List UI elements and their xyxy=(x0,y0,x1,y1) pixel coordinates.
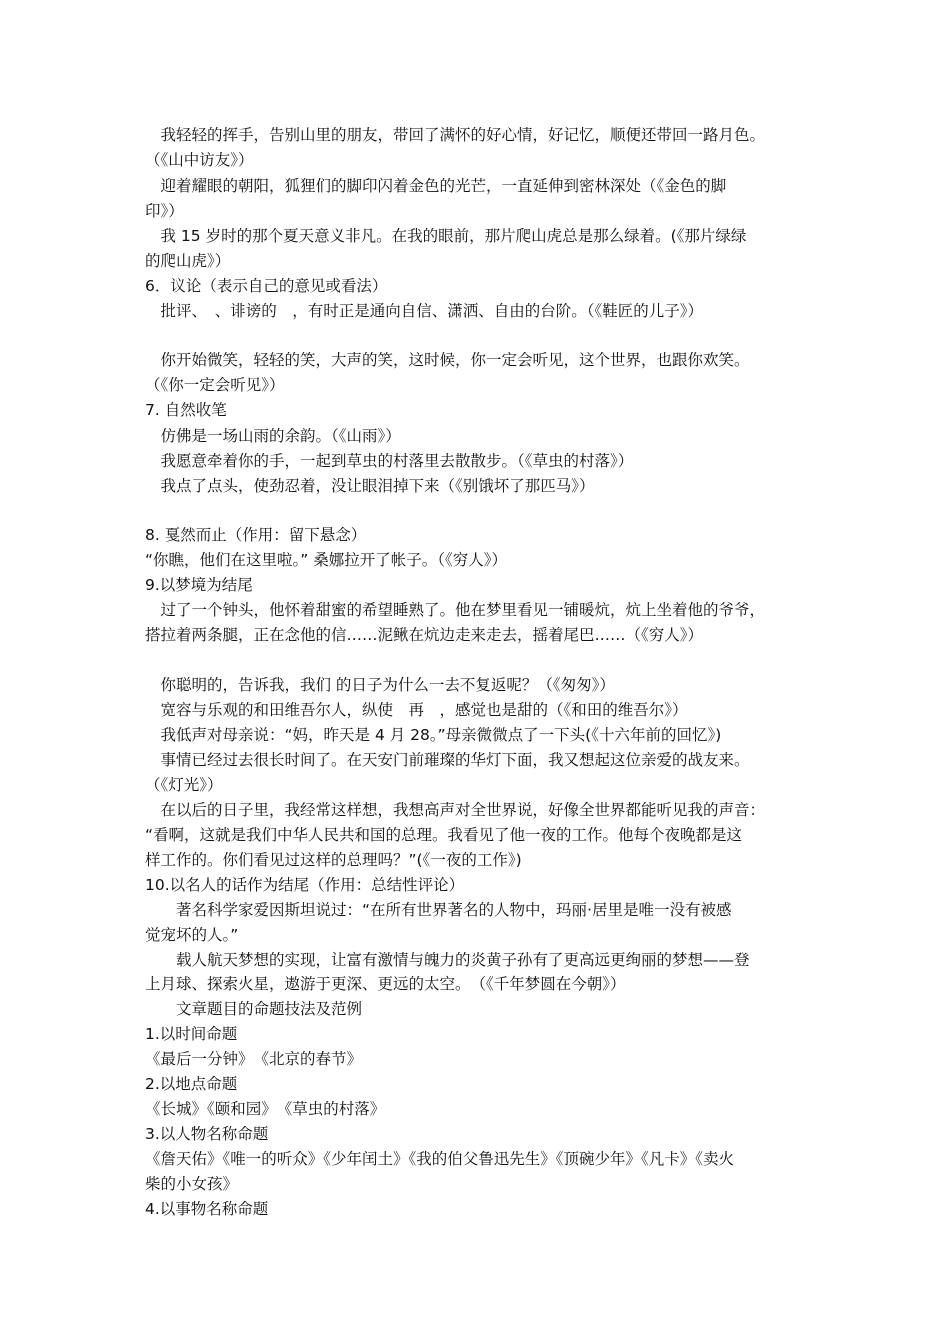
text-line: 我愿意牵着你的手，一起到草虫的村落里去散散步。（《草虫的村落》） xyxy=(145,452,634,470)
text-line: 在以后的日子里，我经常这样想，我想高声对全世界说，好像全世界都能听见我的声音： xyxy=(145,801,766,819)
text-line: 《最后一分钟》 《北京的春节》 xyxy=(145,1050,363,1068)
text-line: 我轻轻的挥手，告别山里的朋友，带回了满怀的好心情，好记忆，顺便还带回一路月色。 xyxy=(145,126,766,144)
text-line: 迎着耀眼的朝阳，狐狸们的脚印闪着金色的光芒，一直延伸到密林深处（《金色的脚 xyxy=(145,177,727,195)
section-heading: 2.以地点命题 xyxy=(145,1075,238,1093)
section-heading: 文章题目的命题技法及范例 xyxy=(145,1000,363,1018)
section-heading: 6．议论（表示自己的意见或看法） xyxy=(145,277,388,295)
text-line: 著名科学家爱因斯坦说过：“在所有世界著名的人物中，玛丽·居里是唯一没有被感 xyxy=(145,901,732,919)
text-line: （《灯光》） xyxy=(145,776,223,794)
text-line: 载人航天梦想的实现，让富有激情与魄力的炎黄子孙有了更高远更绚丽的梦想——登 xyxy=(145,951,750,969)
text-line: （《山中访友》） xyxy=(145,151,254,169)
text-line: “看啊，这就是我们中华人民共和国的总理。我看见了他一夜的工作。他每个夜晚都是这 xyxy=(145,826,743,844)
text-line: 的爬山虎》） xyxy=(145,252,231,270)
text-line: 过了一个钟头，他怀着甜蜜的希望睡熟了。他在梦里看见一铺暖炕，炕上坐着他的爷爷， xyxy=(145,601,766,619)
text-line: 事情已经过去很长时间了。在天安门前璀璨的华灯下面，我又想起这位亲爱的战友来。 xyxy=(145,751,750,769)
text-line: 搭拉着两条腿，正在念他的信……泥鳅在炕边走来走去，摇着尾巴……（《穷人》） xyxy=(145,626,704,644)
text-line: 你开始微笑，轻轻的笑，大声的笑，这时候，你一定会听见，这个世界，也跟你欢笑。 xyxy=(145,351,750,369)
text-line: “你瞧，他们在这里啦。” 桑娜拉开了帐子。（《穷人》） xyxy=(145,551,507,569)
text-line: 觉宠坏的人。” xyxy=(145,926,239,944)
text-line: 仿佛是一场山雨的余韵。（《山雨》） xyxy=(145,427,401,445)
text-line: 我点了点头，使劲忍着，没让眼泪掉下来（《别饿坏了那匹马》） xyxy=(145,477,595,495)
section-heading: 9.以梦境为结尾 xyxy=(145,576,253,594)
text-line: 批评、 、诽谤的 ，有时正是通向自信、潇洒、自由的台阶。（《鞋匠的儿子》） xyxy=(145,302,704,320)
section-heading: 1.以时间命题 xyxy=(145,1025,238,1043)
text-line: 柴的小女孩》 xyxy=(145,1175,239,1193)
text-line: 我低声对母亲说：“妈，昨天是 4 月 28。”母亲微微点了一下头(《十六年前的回忆》) xyxy=(145,726,722,744)
section-heading: 10.以名人的话作为结尾（作用：总结性评论） xyxy=(145,876,465,894)
section-heading: 7. 自然收笔 xyxy=(145,401,227,419)
section-heading: 3.以人物名称命题 xyxy=(145,1125,269,1143)
text-line: 你聪明的，告诉我，我们 的日子为什么一去不复返呢？（《匆匆》） xyxy=(145,676,615,694)
text-line: 印》） xyxy=(145,202,184,220)
text-line: 样工作的。你们看见过这样的总理吗？”(《一夜的工作》) xyxy=(145,851,522,869)
text-line: （《你一定会听见》） xyxy=(145,376,285,394)
section-heading: 8. 戛然而止（作用：留下悬念） xyxy=(145,526,367,544)
text-line: 上月球、探索火星，遨游于更深、更远的太空。 （《千年梦圆在今朝》） xyxy=(145,975,626,993)
text-line: 《长城》《颐和园》 《草虫的村落》 xyxy=(145,1100,386,1118)
text-line: 宽容与乐观的和田维吾尔人，纵使 再 ，感觉也是甜的（《和田的维吾尔》） xyxy=(145,701,688,719)
section-heading: 4.以事物名称命题 xyxy=(145,1200,269,1218)
text-line: 我 15 岁时的那个夏天意义非凡。在我的眼前，那片爬山虎总是那么绿着。(《那片绿绿 xyxy=(145,227,747,245)
text-line: 《詹天佑》《唯一的听众》《少年闰土》《我的伯父鲁迅先生》《顶碗少年》《凡卡》《卖火 xyxy=(145,1150,735,1168)
